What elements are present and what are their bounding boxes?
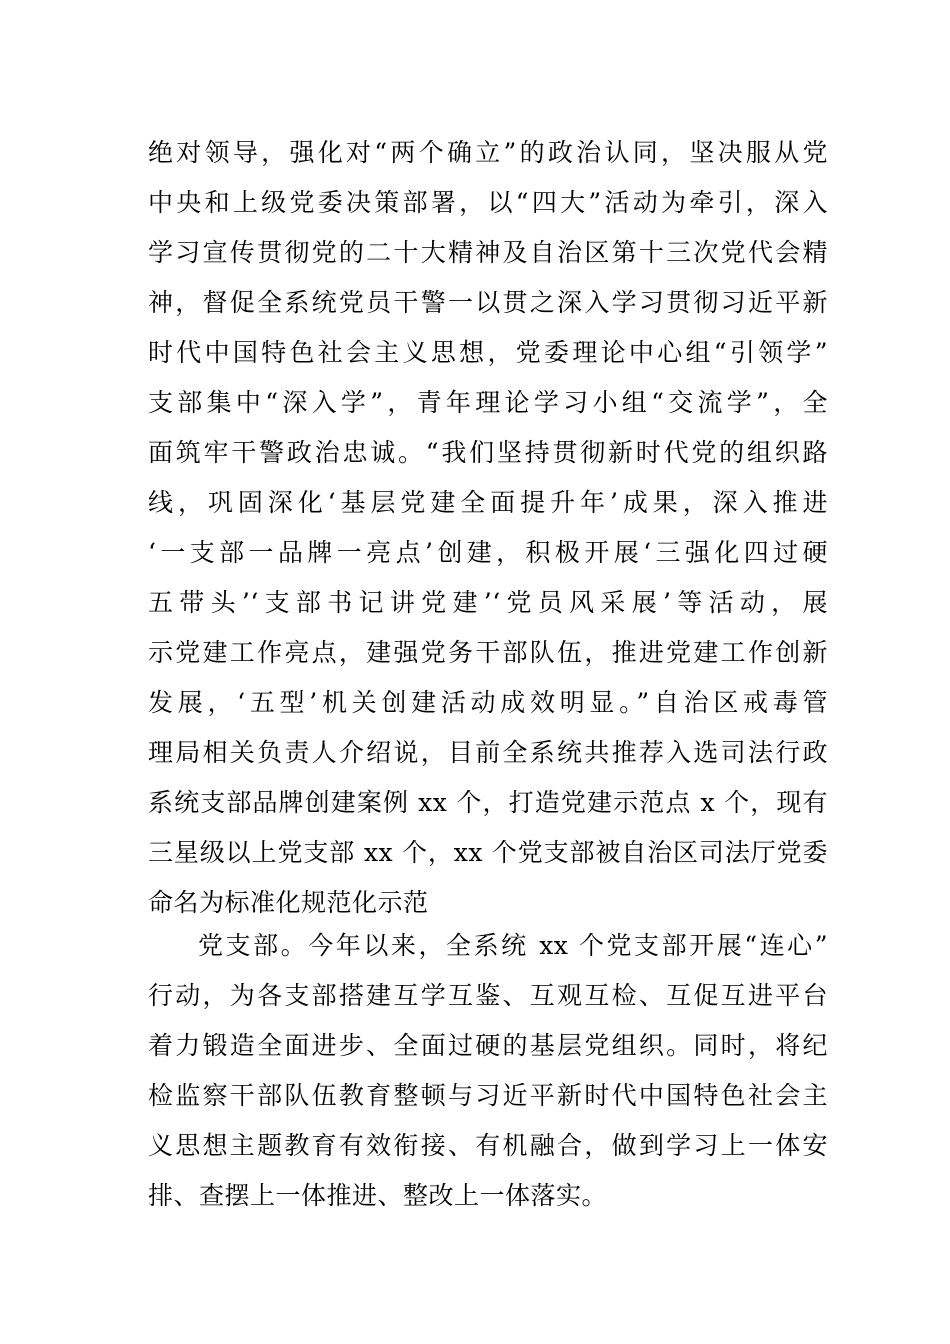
- paragraph-1: [148, 128, 828, 928]
- paragraph-1-line: 线，巩固深化‘基层党建全面提升年’成果，深入推进: [148, 488, 828, 517]
- paragraph-1-line: 时代中国特色社会主义思想，党委理论中心组“引领学”: [148, 338, 828, 367]
- paragraph-2-line: 党支部。今年以来，全系统 xx 个党支部开展“连心”: [198, 931, 828, 960]
- paragraph-1-line: 绝对领导，强化对“两个确立”的政治认同，坚决服从党: [148, 138, 828, 167]
- paragraph-1-line: 理局相关负责人介绍说，目前全系统共推荐入选司法行政: [148, 738, 828, 767]
- paragraph-1-line: 系统支部品牌创建案例 xx 个，打造党建示范点 x 个，现有: [148, 788, 828, 817]
- paragraph-2-line: 排、查摆上一体推进、整改上一体落实。: [148, 1181, 608, 1210]
- paragraph-1-line: 面筑牢干警政治忠诚。“我们坚持贯彻新时代党的组织路: [148, 438, 828, 467]
- paragraph-2-line: 义思想主题教育有效衔接、有机融合，做到学习上一体安: [148, 1131, 828, 1160]
- paragraph-1-line: ‘一支部一品牌一亮点’创建，积极开展‘三强化四过硬: [148, 538, 828, 567]
- paragraph-2: [148, 921, 828, 1221]
- paragraph-1-line: 支部集中“深入学”，青年理论学习小组“交流学”，全: [148, 388, 828, 417]
- paragraph-1-line: 五带头’‘支部书记讲党建’‘党员风采展’等活动，展: [148, 588, 828, 617]
- paragraph-2-line: 检监察干部队伍教育整顿与习近平新时代中国特色社会主: [148, 1081, 828, 1110]
- paragraph-1-line: 命名为标准化规范化示范: [148, 888, 429, 917]
- paragraph-1-line: 学习宣传贯彻党的二十大精神及自治区第十三次党代会精: [148, 238, 828, 267]
- paragraph-1-line: 发展，‘五型’机关创建活动成效明显。”自治区戒毒管: [148, 688, 828, 717]
- paragraph-2-line: 着力锻造全面进步、全面过硬的基层党组织。同时，将纪: [148, 1031, 828, 1060]
- paragraph-1-line: 示党建工作亮点，建强党务干部队伍，推进党建工作创新: [148, 638, 828, 667]
- paragraph-1-line: 神，督促全系统党员干警一以贯之深入学习贯彻习近平新: [148, 288, 828, 317]
- paragraph-1-line: 中央和上级党委决策部署，以“四大”活动为牵引，深入: [148, 188, 828, 217]
- paragraph-2-line: 行动，为各支部搭建互学互鉴、互观互检、互促互进平台: [148, 981, 828, 1010]
- paragraph-1-line: 三星级以上党支部 xx 个，xx 个党支部被自治区司法厅党委: [148, 838, 828, 867]
